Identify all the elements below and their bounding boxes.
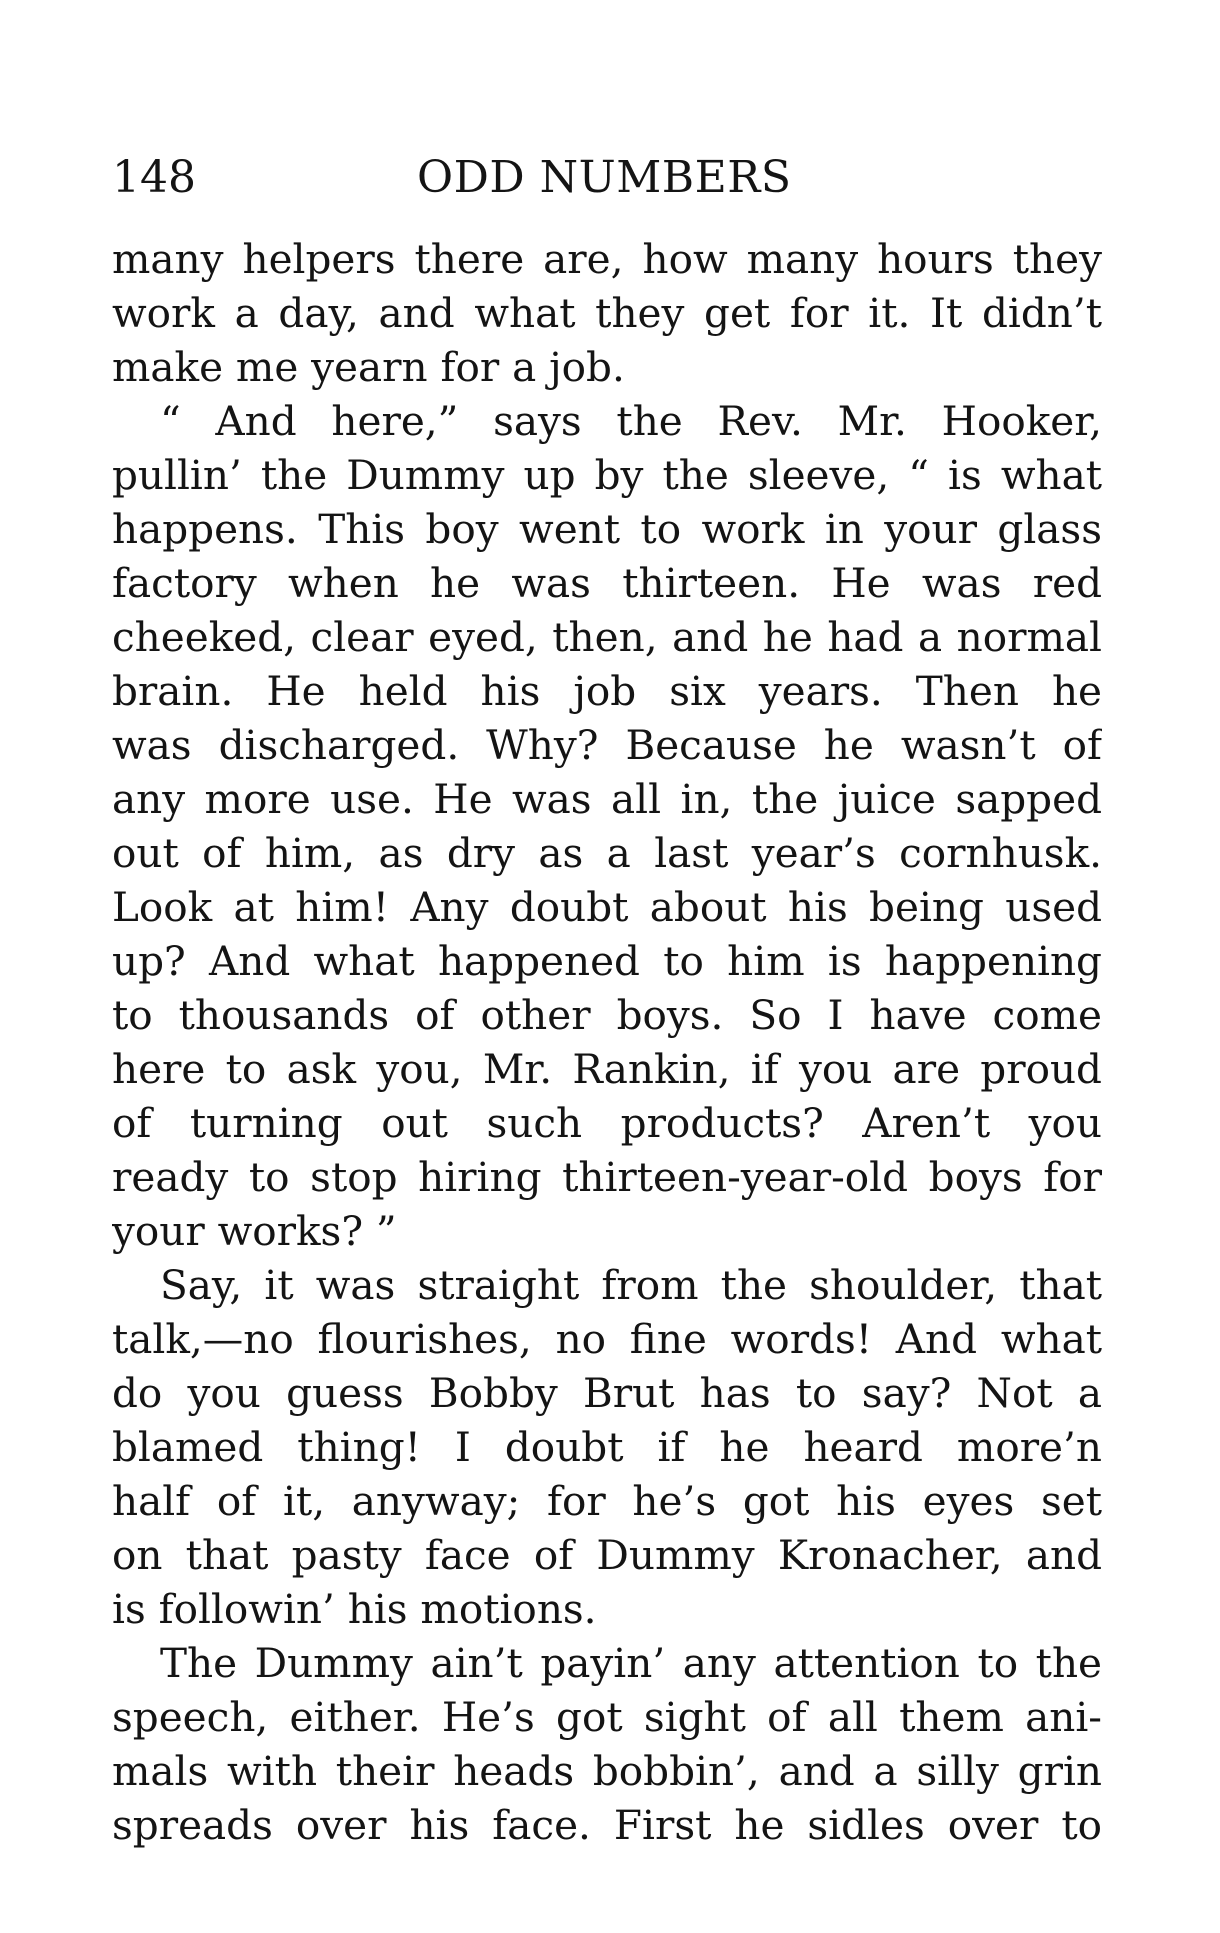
text-line: factory when he was thirteen. He was red [112, 559, 1102, 607]
text-line: “ And here,” says the Rev. Mr. Hooker, [160, 397, 1102, 445]
body-text [112, 232, 1102, 1852]
text-line: half of it, anyway; for he’s got his eyes set [112, 1477, 1102, 1525]
page-header [112, 148, 1112, 208]
text-line: of turning out such products? Aren’t you [112, 1099, 1102, 1147]
text-line: Say, it was straight from the shoulder, that [160, 1261, 1102, 1309]
text-line: ready to stop hiring thirteen-year-old boys for [112, 1153, 1102, 1201]
text-line: The Dummy ain’t payin’ any attention to the [160, 1639, 1102, 1687]
text-line: any more use. He was all in, the juice sapped [112, 775, 1102, 823]
page-number: 148 [112, 152, 196, 203]
text-line: do you guess Bobby Brut has to say? Not a [112, 1369, 1102, 1417]
text-line: to thousands of other boys. So I have come [112, 991, 1102, 1039]
text-line: brain. He held his job six years. Then he [112, 667, 1102, 715]
text-line: was discharged. Why? Because he wasn’t of [112, 721, 1102, 769]
running-title: ODD NUMBERS [417, 152, 792, 203]
text-line: mals with their heads bobbin’, and a silly grin [112, 1747, 1102, 1795]
text-line: spreads over his face. First he sidles over to [112, 1801, 1102, 1849]
text-line: out of him, as dry as a last year’s cornhusk. [112, 829, 1102, 877]
text-line: up? And what happened to him is happening [112, 937, 1102, 985]
text-line: many helpers there are, how many hours they [112, 235, 1102, 283]
text-line: speech, either. He’s got sight of all them ani- [112, 1693, 1102, 1741]
text-line: here to ask you, Mr. Rankin, if you are proud [112, 1045, 1102, 1093]
text-line: talk,—no flourishes, no fine words! And what [112, 1315, 1102, 1363]
text-line: your works? ” [112, 1207, 397, 1255]
text-line: work a day, and what they get for it. It didn’t [112, 289, 1102, 337]
text-line: cheeked, clear eyed, then, and he had a normal [112, 613, 1102, 661]
text-line: happens. This boy went to work in your glass [112, 505, 1102, 553]
text-line: make me yearn for a job. [112, 343, 625, 391]
text-line: blamed thing! I doubt if he heard more’n [112, 1423, 1102, 1471]
text-line: on that pasty face of Dummy Kronacher, and [112, 1531, 1102, 1579]
text-line: is followin’ his motions. [112, 1585, 597, 1633]
text-line: pullin’ the Dummy up by the sleeve, “ is what [112, 451, 1102, 499]
text-line: Look at him! Any doubt about his being used [112, 883, 1102, 931]
